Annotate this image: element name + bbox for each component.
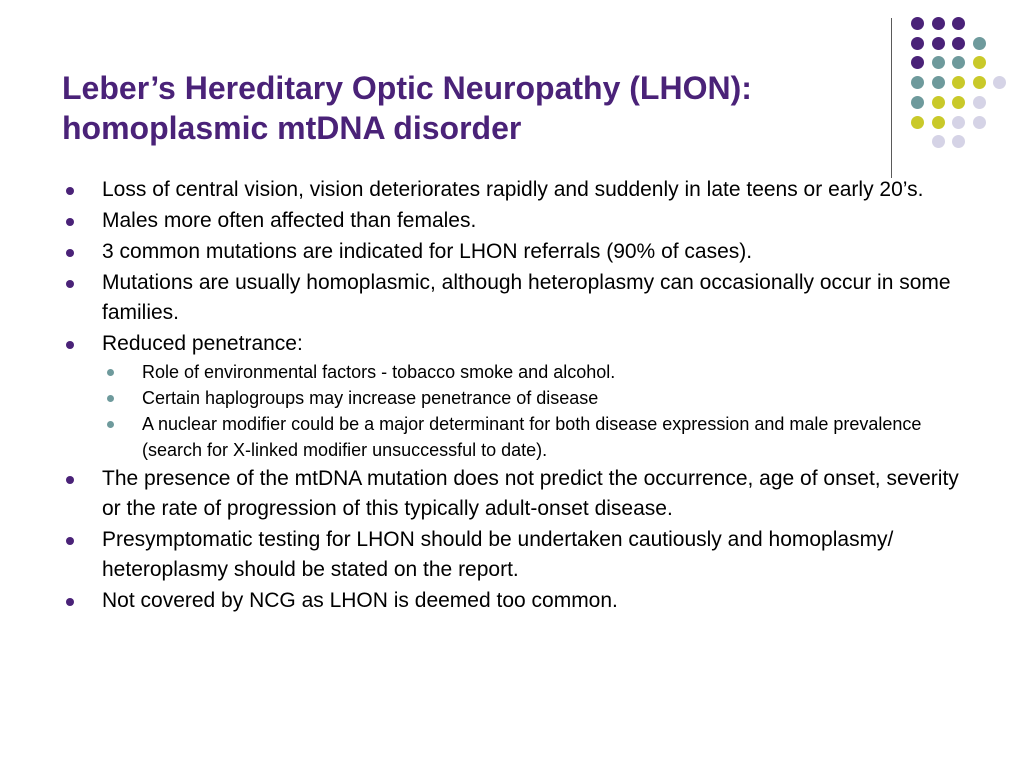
decorative-dot <box>932 17 945 30</box>
bullet-dot-icon <box>66 476 74 484</box>
decorative-dot <box>952 96 965 109</box>
decorative-dot <box>911 96 924 109</box>
sub-bullet-dot-icon <box>107 421 114 428</box>
sub-bullet-item <box>102 385 962 411</box>
bullet-dot-icon <box>66 537 74 545</box>
bullet-text: Loss of central vision, vision deteriorates rapidly and suddenly in late teens or early 20’s. <box>102 178 924 201</box>
decorative-dot <box>952 116 965 129</box>
bullet-text: Reduced penetrance: <box>102 332 303 355</box>
bullet-dot-icon <box>66 187 74 195</box>
decorative-dot <box>973 56 986 69</box>
decorative-dot <box>952 37 965 50</box>
bullet-item <box>62 525 962 585</box>
sub-bullet-item <box>102 359 962 385</box>
bullet-dot-icon <box>66 218 74 226</box>
decorative-dot <box>952 76 965 89</box>
bullet-dot-icon <box>66 598 74 606</box>
bullet-text: 3 common mutations are indicated for LHON referrals (90% of cases). <box>102 240 753 263</box>
decorative-dot <box>932 56 945 69</box>
sub-bullet-dot-icon <box>107 395 114 402</box>
sub-bullet-dot-icon <box>107 369 114 376</box>
decorative-divider <box>891 18 892 178</box>
decorative-dot <box>911 37 924 50</box>
decorative-dot <box>973 37 986 50</box>
decorative-dot <box>911 56 924 69</box>
slide-title-line-2: homoplasmic mtDNA disorder <box>62 110 522 146</box>
slide-title <box>62 68 892 148</box>
sub-bullet-text: Certain haplogroups may increase penetrance of disease <box>142 388 599 408</box>
decorative-dot <box>952 56 965 69</box>
decorative-dot <box>932 76 945 89</box>
decorative-dot <box>993 76 1006 89</box>
decorative-dot <box>973 76 986 89</box>
bullet-list <box>62 175 962 617</box>
decorative-dot <box>973 116 986 129</box>
bullet-text: The presence of the mtDNA mutation does not predict the occurrence, age of onset, severity or the rate of progression of this typically adult-onset disease. <box>102 467 959 520</box>
decorative-dot <box>911 76 924 89</box>
decorative-dot <box>952 17 965 30</box>
bullet-text: Not covered by NCG as LHON is deemed too common. <box>102 589 618 612</box>
bullet-item <box>62 329 962 463</box>
bullet-item <box>62 175 962 205</box>
bullet-dot-icon <box>66 341 74 349</box>
decorative-dot <box>973 96 986 109</box>
slide-title-line-1: Leber’s Hereditary Optic Neuropathy (LHON): <box>62 70 752 106</box>
decorative-dot <box>932 116 945 129</box>
decorative-dot <box>932 135 945 148</box>
bullet-item <box>62 586 962 616</box>
bullet-text: Males more often affected than females. <box>102 209 477 232</box>
bullet-item <box>62 206 962 236</box>
bullet-item <box>62 237 962 267</box>
decorative-dot <box>911 116 924 129</box>
decorative-dot <box>911 17 924 30</box>
bullet-item <box>62 268 962 328</box>
decorative-dot <box>932 96 945 109</box>
bullet-item <box>62 464 962 524</box>
sub-bullet-text: Role of environmental factors - tobacco smoke and alcohol. <box>142 362 616 382</box>
bullet-dot-icon <box>66 280 74 288</box>
decorative-dot <box>952 135 965 148</box>
sub-bullet-text: A nuclear modifier could be a major determinant for both disease expression and male prevalence (search for X-linked modifier unsuccessful to date). <box>142 414 922 460</box>
bullet-dot-icon <box>66 249 74 257</box>
bullet-text: Mutations are usually homoplasmic, although heteroplasmy can occasionally occur in some families. <box>102 271 951 324</box>
sub-bullet-item <box>102 411 962 463</box>
decorative-dot <box>932 37 945 50</box>
bullet-text: Presymptomatic testing for LHON should be undertaken cautiously and homoplasmy/ heteroplasmy should be stated on the report. <box>102 528 894 581</box>
sub-bullet-list <box>102 359 962 463</box>
